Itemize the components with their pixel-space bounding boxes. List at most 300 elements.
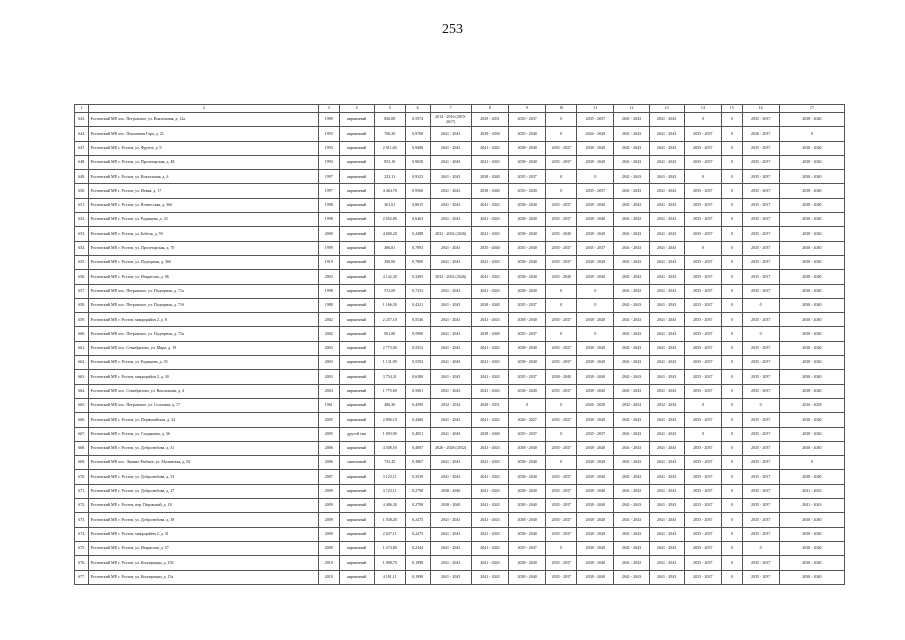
table-cell: кирпичный bbox=[339, 313, 374, 327]
table-cell: 2041 - 2043 bbox=[649, 441, 684, 455]
table-cell: 2035 - 2037 bbox=[546, 198, 577, 212]
table-row bbox=[75, 527, 845, 541]
table-cell: 2038 - 2040 bbox=[779, 113, 844, 127]
table-cell: 2041 - 2043 bbox=[649, 470, 684, 484]
table-cell: 2038 - 2040 bbox=[509, 255, 546, 269]
table-cell: 0,5552 bbox=[405, 341, 430, 355]
table-cell: 649. bbox=[75, 170, 89, 184]
table-cell: 0 bbox=[721, 241, 742, 255]
table-cell: 2035 - 2037 bbox=[684, 370, 721, 384]
table-cell: 0 bbox=[721, 127, 742, 141]
table-cell: 2041 - 2043 bbox=[649, 213, 684, 227]
table-cell: 2041 - 2043 bbox=[614, 527, 649, 541]
table-cell: 652. bbox=[75, 213, 89, 227]
address-cell: Ростовский МР, пос. Семибратово, ул. Вокзальная, д. 4 bbox=[89, 384, 318, 398]
column-header: 17 bbox=[779, 105, 844, 113]
table-cell: 2035 - 2037 bbox=[742, 213, 779, 227]
table-cell: 0 bbox=[721, 298, 742, 312]
table-row bbox=[75, 341, 845, 355]
table-cell: 2038 - 2040 bbox=[577, 470, 614, 484]
table-cell: 2041 - 2043 bbox=[471, 499, 508, 513]
column-header: 9 bbox=[509, 105, 546, 113]
table-cell: 2035 - 2037 bbox=[509, 170, 546, 184]
table-row bbox=[75, 170, 845, 184]
table-cell: 0,9560 bbox=[405, 184, 430, 198]
table-cell: 2009 bbox=[318, 541, 339, 555]
table-cell: 2038 - 2040 bbox=[577, 270, 614, 284]
table-row bbox=[75, 470, 845, 484]
table-cell: 2035 - 2037 bbox=[684, 484, 721, 498]
column-header: 12 bbox=[614, 105, 649, 113]
table-row bbox=[75, 541, 845, 555]
table-cell: кирпичный bbox=[339, 198, 374, 212]
table-row bbox=[75, 356, 845, 370]
table-cell: 0 bbox=[546, 327, 577, 341]
table-cell: 2002 bbox=[318, 327, 339, 341]
table-cell: 2041 - 2043 bbox=[614, 184, 649, 198]
table-cell: 1997 bbox=[318, 170, 339, 184]
table-row bbox=[75, 398, 845, 412]
table-cell: 2038 - 2040 bbox=[779, 384, 844, 398]
table-cell: 2003 bbox=[318, 270, 339, 284]
table-cell: 2041 - 2043 bbox=[614, 341, 649, 355]
table-cell: 2035 - 2037 bbox=[684, 556, 721, 570]
table-cell: 2041 - 2043 bbox=[471, 141, 508, 155]
address-cell: Ростовский МР, г. Ростов, ул. Подгорная, д. 36б bbox=[89, 255, 318, 269]
table-cell: 2000 bbox=[318, 227, 339, 241]
table-cell: 0,3493 bbox=[405, 270, 430, 284]
table-cell: 2038 - 2040 bbox=[509, 227, 546, 241]
table-cell: 4 600,20 bbox=[374, 227, 405, 241]
table-cell: 2038 - 2040 bbox=[577, 513, 614, 527]
table-cell: 1999 bbox=[318, 241, 339, 255]
table-cell: 2035 - 2037 bbox=[684, 313, 721, 327]
table-cell: 2041 - 2043 bbox=[614, 270, 649, 284]
table-cell: 2041 - 2043 bbox=[649, 170, 684, 184]
column-header: 5 bbox=[374, 105, 405, 113]
table-cell: 2041 - 2043 bbox=[649, 270, 684, 284]
table-cell: 0 bbox=[721, 370, 742, 384]
address-cell: Ростовский МР, пос. Петровское, ул. Подгорная, д. 71а bbox=[89, 284, 318, 298]
table-cell: 0,1998 bbox=[405, 570, 430, 584]
table-cell: 2041 - 2043 bbox=[649, 255, 684, 269]
table-cell: 2035 - 2037 bbox=[684, 541, 721, 555]
table-cell: кирпичный bbox=[339, 141, 374, 155]
table-cell: 0,2344 bbox=[405, 541, 430, 555]
table-cell: 2041 - 2043 bbox=[430, 470, 471, 484]
address-cell: Ростовский МР, г. Ростов, ул. Новая, д. 17 bbox=[89, 184, 318, 198]
table-cell: 0,8615 bbox=[405, 198, 430, 212]
table-cell: 2041 - 2043 bbox=[649, 127, 684, 141]
table-cell: 2038 - 2040 bbox=[471, 298, 508, 312]
table-cell: 2038 - 2040 bbox=[577, 384, 614, 398]
table-cell: кирпичный bbox=[339, 499, 374, 513]
table-cell: кирпичный bbox=[339, 227, 374, 241]
table-cell: 2041 - 2043 bbox=[430, 198, 471, 212]
table-cell: кирпичный bbox=[339, 541, 374, 555]
table-cell: 2038 - 2040 bbox=[779, 541, 844, 555]
table-cell: 0 bbox=[721, 527, 742, 541]
table-cell: 2002 bbox=[318, 313, 339, 327]
table-cell: 0,2798 bbox=[405, 499, 430, 513]
table-cell: 2035 - 2037 bbox=[546, 413, 577, 427]
table-cell: 2038 - 2040 bbox=[779, 241, 844, 255]
table-row bbox=[75, 255, 845, 269]
table-row bbox=[75, 370, 845, 384]
table-cell: 733,45 bbox=[374, 456, 405, 470]
table-cell: 0 bbox=[684, 427, 721, 441]
table-cell: 0 bbox=[684, 170, 721, 184]
table-cell: 2041 - 2043 bbox=[614, 470, 649, 484]
table-cell: 2035 - 2037 bbox=[742, 155, 779, 169]
table-cell: 2035 - 2037 bbox=[684, 341, 721, 355]
address-cell: Ростовский МР, пос. Петровское, ул. Подгорная, д. 71б bbox=[89, 298, 318, 312]
table-cell: 2009 bbox=[318, 499, 339, 513]
table-cell: 2038 - 2040 bbox=[509, 484, 546, 498]
table-cell: 0 bbox=[721, 313, 742, 327]
table-cell: 2041 - 2043 bbox=[471, 484, 508, 498]
table-cell: 2041 - 2043 bbox=[649, 313, 684, 327]
table-cell: 0 bbox=[546, 184, 577, 198]
table-cell: 0 bbox=[721, 570, 742, 584]
table-cell: 301,61 bbox=[374, 198, 405, 212]
table-cell: 2038 - 2040 bbox=[779, 356, 844, 370]
table-cell: 2041 - 2043 bbox=[649, 113, 684, 127]
table-cell: 1961 bbox=[318, 398, 339, 412]
address-cell: Ростовский МР, г. Ростов, ул. Добролюбова, д. 31 bbox=[89, 441, 318, 455]
table-cell: 2041 - 2043 bbox=[614, 241, 649, 255]
address-cell: Ростовский МР, г. Ростов, ул. Радищева, д. 33 bbox=[89, 213, 318, 227]
column-header: 7 bbox=[430, 105, 471, 113]
table-cell: 2041 - 2043 bbox=[430, 570, 471, 584]
table-cell: 0 bbox=[577, 284, 614, 298]
table-cell: 2035 - 2037 bbox=[684, 527, 721, 541]
table-cell: 2035 - 2037 bbox=[546, 470, 577, 484]
table-cell: 2038 - 2040 bbox=[779, 170, 844, 184]
table-cell: 0 bbox=[721, 441, 742, 455]
address-cell: Ростовский МР, г. Ростов, ул. Кооперации, д. 15а bbox=[89, 570, 318, 584]
table-cell: кирпичный bbox=[339, 213, 374, 227]
table-row bbox=[75, 441, 845, 455]
address-cell: Ростовский МР, пос. Ляпино-Рыбное, ул. Малинская, д. 92 bbox=[89, 456, 318, 470]
table-cell: 2032 - 2034 bbox=[614, 398, 649, 412]
table-cell: 1 038,20 bbox=[374, 513, 405, 527]
table-cell: 2038 - 2040 bbox=[577, 570, 614, 584]
table-cell: 2041 - 2043 bbox=[471, 213, 508, 227]
table-cell: 2009 bbox=[318, 513, 339, 527]
table-row bbox=[75, 284, 845, 298]
table-cell: 0,7233 bbox=[405, 284, 430, 298]
table-cell: 0,3867 bbox=[405, 456, 430, 470]
table-cell: кирпичный bbox=[339, 113, 374, 127]
table-cell: 2038 - 2040 bbox=[509, 284, 546, 298]
address-cell: Ростовский МР, г. Ростов, ул. Фрунзе, д. 9 bbox=[89, 141, 318, 155]
table-cell: 2038 - 2040 bbox=[577, 313, 614, 327]
table-cell: 2041 - 2043 bbox=[614, 313, 649, 327]
table-cell: 1993 bbox=[318, 141, 339, 155]
table-cell: 2038 - 2040 bbox=[509, 341, 546, 355]
table-cell: 2041 - 2043 bbox=[649, 356, 684, 370]
address-cell: Ростовский МР, пос. Петровское, ул. Подгорная, д. 71в bbox=[89, 327, 318, 341]
column-header: 15 bbox=[721, 105, 742, 113]
table-cell: 2041 - 2043 bbox=[614, 155, 649, 169]
table-cell: кирпичный bbox=[339, 327, 374, 341]
table-cell: 2041 - 2043 bbox=[430, 141, 471, 155]
table-cell: 2035 - 2037 bbox=[684, 499, 721, 513]
table-cell: 2 773,00 bbox=[374, 341, 405, 355]
table-cell: 1 131,09 bbox=[374, 356, 405, 370]
table-cell: кирпичный bbox=[339, 513, 374, 527]
table-cell: 2041 - 2043 bbox=[649, 456, 684, 470]
table-cell: 2038 - 2040 bbox=[779, 527, 844, 541]
table-cell: 2038 - 2040 bbox=[509, 441, 546, 455]
table-cell: 0,4007 bbox=[405, 441, 430, 455]
table-row bbox=[75, 499, 845, 513]
table-cell: 572,00 bbox=[374, 284, 405, 298]
table-cell: 2029 - 2031 bbox=[471, 398, 508, 412]
column-header: 6 bbox=[405, 105, 430, 113]
table-cell: 0 bbox=[546, 127, 577, 141]
table-cell: 661. bbox=[75, 341, 89, 355]
table-cell: 2041 - 2043 bbox=[430, 213, 471, 227]
table-cell: 2038 - 2040 bbox=[577, 155, 614, 169]
table-cell: 2041 - 2043 bbox=[430, 527, 471, 541]
table-row bbox=[75, 313, 845, 327]
table-cell: 0 bbox=[577, 298, 614, 312]
table-cell: 2041 - 2043 bbox=[649, 570, 684, 584]
table-cell: 2041 - 2043 bbox=[471, 513, 508, 527]
table-row bbox=[75, 570, 845, 584]
table-cell: 2041 - 2043 bbox=[471, 341, 508, 355]
table-cell: 2038 - 2040 bbox=[779, 270, 844, 284]
table-cell: 651. bbox=[75, 198, 89, 212]
table-cell: кирпичный bbox=[339, 127, 374, 141]
address-cell: Ростовский МР, г. Ростов, ул. Добролюбова, д. 38 bbox=[89, 513, 318, 527]
table-cell: 2 637,11 bbox=[374, 527, 405, 541]
address-cell: Ростовский МР, г. Ростов, ул. Кооперации, д. 150 bbox=[89, 556, 318, 570]
table-cell: 2035 - 2037 bbox=[684, 155, 721, 169]
table-cell: 4 464,70 bbox=[374, 184, 405, 198]
table-cell: 0 bbox=[721, 499, 742, 513]
table-cell: 2038 - 2040 bbox=[509, 384, 546, 398]
table-cell: 2035 - 2037 bbox=[546, 484, 577, 498]
table-cell: 2035 - 2037 bbox=[684, 384, 721, 398]
address-cell: Ростовский МР, пос. Семибратово, ул. Мира, д. 19 bbox=[89, 341, 318, 355]
table-cell: 2038 - 2040 bbox=[509, 470, 546, 484]
table-cell: 672. bbox=[75, 499, 89, 513]
table-cell: 2041 - 2043 bbox=[614, 384, 649, 398]
table-cell: 0 bbox=[721, 255, 742, 269]
table-cell: 664. bbox=[75, 384, 89, 398]
table-cell: 2041 - 2043 bbox=[649, 484, 684, 498]
column-header: 3 bbox=[318, 105, 339, 113]
table-cell: 0 bbox=[742, 298, 779, 312]
table-cell: 2035 - 2037 bbox=[546, 313, 577, 327]
table-cell: 2029 - 2030 bbox=[471, 127, 508, 141]
table-cell: 0 bbox=[546, 284, 577, 298]
table-cell: 2035 - 2037 bbox=[509, 370, 546, 384]
table-cell: 3 754,31 bbox=[374, 370, 405, 384]
table-cell: 2035 - 2037 bbox=[684, 356, 721, 370]
table-cell: 2038 - 2040 bbox=[779, 298, 844, 312]
table-cell: 2041 - 2043 bbox=[471, 198, 508, 212]
address-cell: Ростовский МР, г. Ростов, ул. Некрасова, д. 57 bbox=[89, 541, 318, 555]
table-cell: 2041 - 2043 bbox=[649, 513, 684, 527]
table-cell: 4 406,30 bbox=[374, 499, 405, 513]
table-cell: 2035 - 2037 bbox=[742, 570, 779, 584]
table-cell: 0 bbox=[721, 484, 742, 498]
table-cell: 2010 bbox=[318, 570, 339, 584]
table-cell: 0 bbox=[721, 170, 742, 184]
table-cell: 2041 - 2043 bbox=[430, 184, 471, 198]
table-cell: 2035 - 2037 bbox=[742, 255, 779, 269]
table-cell: 643. bbox=[75, 113, 89, 127]
table-cell: 2038 - 2040 bbox=[779, 341, 844, 355]
table-cell: 0 bbox=[577, 327, 614, 341]
table-cell: 2038 - 2040 bbox=[779, 370, 844, 384]
table-cell: 2041 - 2043 bbox=[614, 327, 649, 341]
table-cell: 2041 - 2043 bbox=[649, 298, 684, 312]
table-cell: 1997 bbox=[318, 184, 339, 198]
table-cell: кирпичный bbox=[339, 413, 374, 427]
table-cell: 647. bbox=[75, 141, 89, 155]
table-cell: 2041 - 2043 bbox=[649, 227, 684, 241]
table-cell: 0 bbox=[546, 398, 577, 412]
table-cell: 2038 - 2040 bbox=[577, 341, 614, 355]
table-cell: 2041 - 2043 bbox=[430, 556, 471, 570]
table-cell: 2041 - 2043 bbox=[430, 341, 471, 355]
table-cell: 2035 - 2037 bbox=[684, 298, 721, 312]
table-cell: 1 093,90 bbox=[374, 427, 405, 441]
table-cell: 2035 - 2037 bbox=[742, 141, 779, 155]
table-cell: 2035 - 2037 bbox=[546, 341, 577, 355]
table-cell: 2041 - 2043 bbox=[430, 155, 471, 169]
table-cell: 0 bbox=[721, 327, 742, 341]
table-cell: 826,08 bbox=[374, 113, 405, 127]
table-cell: 2038 - 2040 bbox=[509, 213, 546, 227]
table-cell: 2035 - 2037 bbox=[742, 241, 779, 255]
table-cell: кирпичный bbox=[339, 170, 374, 184]
column-header: 4 bbox=[339, 105, 374, 113]
table-cell: 2035 - 2040 bbox=[509, 184, 546, 198]
table-cell: 2041 - 2043 bbox=[430, 298, 471, 312]
table-cell: 2038 - 2040 bbox=[779, 255, 844, 269]
table-cell: 2035 - 2037 bbox=[742, 370, 779, 384]
table-cell: 673. bbox=[75, 513, 89, 527]
table-cell: 644. bbox=[75, 127, 89, 141]
table-row bbox=[75, 141, 845, 155]
table-cell: 2041 - 2043 bbox=[649, 327, 684, 341]
table-cell: 2041 - 2043 bbox=[614, 198, 649, 212]
table-cell: 2038 - 2040 bbox=[430, 499, 471, 513]
table-cell: 3 123,11 bbox=[374, 470, 405, 484]
table-cell: 2035 - 2037 bbox=[684, 456, 721, 470]
table-cell: 0,9658 bbox=[405, 155, 430, 169]
table-cell: 654. bbox=[75, 241, 89, 255]
table-cell: 2032 - 2034 bbox=[649, 398, 684, 412]
table-cell: 2035 - 2037 bbox=[742, 384, 779, 398]
table-cell: 0 bbox=[721, 513, 742, 527]
table-cell: 2035 - 2037 bbox=[684, 470, 721, 484]
table-row bbox=[75, 198, 845, 212]
table-cell: 2041 - 2043 bbox=[614, 170, 649, 184]
table-cell: 0 bbox=[721, 384, 742, 398]
table-cell: 2038 - 2040 bbox=[471, 170, 508, 184]
table-cell: 2038 - 2040 bbox=[779, 470, 844, 484]
table-cell: 2004 bbox=[318, 384, 339, 398]
table-cell: 1919 bbox=[318, 255, 339, 269]
table-cell: 0,5974 bbox=[405, 113, 430, 127]
table-cell: 2041 - 2043 bbox=[649, 141, 684, 155]
address-cell: Ростовский МР, г. Ростов, ул. Некрасова, д. 96 bbox=[89, 270, 318, 284]
table-cell: 660. bbox=[75, 327, 89, 341]
table-cell: 2035 - 2040 bbox=[509, 241, 546, 255]
column-header: 13 bbox=[649, 105, 684, 113]
table-cell: 2041 - 2043 bbox=[430, 427, 471, 441]
table-cell: 2041 - 2043 bbox=[649, 155, 684, 169]
table-cell: 2 257,10 bbox=[374, 313, 405, 327]
table-cell: кирпичный bbox=[339, 241, 374, 255]
table-cell: 2038 - 2040 bbox=[471, 327, 508, 341]
table-cell: 656. bbox=[75, 270, 89, 284]
table-cell: 2035 - 2037 bbox=[546, 499, 577, 513]
table-cell: 0 bbox=[721, 155, 742, 169]
table-cell: кирпичный bbox=[339, 284, 374, 298]
table-cell: 2035 - 2037 bbox=[684, 198, 721, 212]
table-cell: 0 bbox=[721, 413, 742, 427]
table-cell: 2041 - 2043 bbox=[649, 541, 684, 555]
table-row bbox=[75, 298, 845, 312]
table-cell: 2035 - 2037 bbox=[577, 113, 614, 127]
table-cell: 0,9700 bbox=[405, 127, 430, 141]
table-cell: 666. bbox=[75, 413, 89, 427]
table-cell: 2041 - 2043 bbox=[614, 484, 649, 498]
table-cell: 2038 - 2040 bbox=[779, 284, 844, 298]
table-cell: 2041 - 2043 bbox=[471, 370, 508, 384]
table-cell: 2041 - 2043 bbox=[471, 570, 508, 584]
table-cell: 2035 - 2040 bbox=[509, 127, 546, 141]
table-row bbox=[75, 127, 845, 141]
table-cell: 2035 - 2037 bbox=[546, 513, 577, 527]
table-cell: 2035 - 2040 bbox=[546, 270, 577, 284]
table-cell: 0,7993 bbox=[405, 241, 430, 255]
table-cell: 2035 - 2037 bbox=[684, 270, 721, 284]
table-cell: 760,20 bbox=[374, 127, 405, 141]
table-row bbox=[75, 384, 845, 398]
table-cell: 2035 - 2037 bbox=[742, 170, 779, 184]
table-cell: 2041 - 2043 bbox=[430, 327, 471, 341]
table-cell: 0,4590 bbox=[405, 398, 430, 412]
table-cell: 0 bbox=[546, 113, 577, 127]
table-cell: 669. bbox=[75, 456, 89, 470]
table-cell: 0 bbox=[546, 298, 577, 312]
table-cell: кирпичный bbox=[339, 298, 374, 312]
table-cell: 2041 - 2043 bbox=[430, 413, 471, 427]
table-cell: 2041 - 2043 bbox=[471, 413, 508, 427]
address-cell: Ростовский МР, г. Ростов, ул. Пролетарская, д. 70 bbox=[89, 241, 318, 255]
table-cell: 0,6380 bbox=[405, 370, 430, 384]
table-cell: 2038 - 2040 bbox=[509, 155, 546, 169]
table-cell: 2041 - 2043 bbox=[649, 370, 684, 384]
table-cell: 0,2475 bbox=[405, 527, 430, 541]
address-cell: Ростовский МР, г. Ростов, микрорайон 2, д. 31 bbox=[89, 527, 318, 541]
table-cell: 2006 bbox=[318, 441, 339, 455]
table-cell: 2038 - 2040 bbox=[779, 441, 844, 455]
table-cell: кирпичный bbox=[339, 370, 374, 384]
table-cell: кирпичный bbox=[339, 556, 374, 570]
table-cell: 2026 - 2027 bbox=[509, 413, 546, 427]
address-cell: Ростовский МР, г. Ростов, микрорайон 2, д. 30 bbox=[89, 370, 318, 384]
